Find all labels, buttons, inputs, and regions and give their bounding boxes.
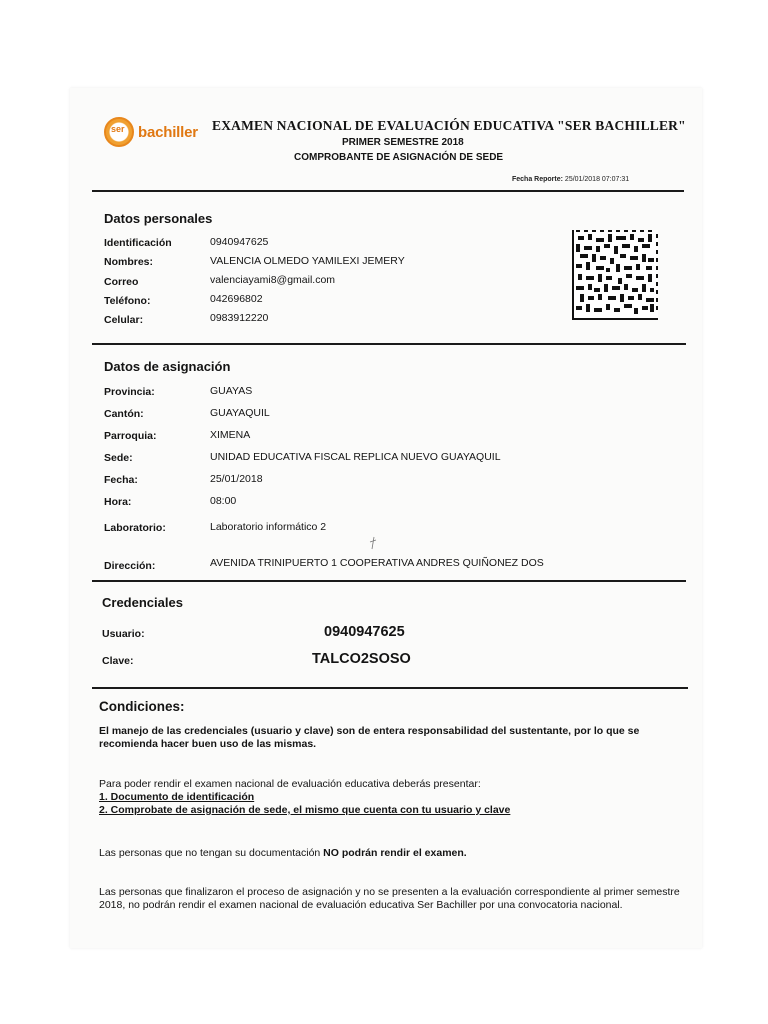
label-direccion: Dirección: xyxy=(104,560,156,572)
report-date-value: 25/01/2018 07:07:31 xyxy=(564,176,630,183)
label-identificacion: Identificación xyxy=(104,237,172,249)
value-correo: valenciayami8@gmail.com xyxy=(210,274,336,286)
header-divider xyxy=(92,190,684,192)
condition-paragraph-absence: Las personas que finalizaron el proceso de asignación y no se presenten a la evaluación correspondiente al primer semestre 2018, no podrán rendir el examen nacional de evaluación educativa Ser Bachiller por una convocatoria nacional. xyxy=(99,886,680,911)
value-fecha: 25/01/2018 xyxy=(210,473,263,485)
personal-divider xyxy=(92,343,686,345)
label-laboratorio: Laboratorio: xyxy=(104,522,166,534)
label-parroquia: Parroquia: xyxy=(104,430,157,442)
requirement-item-identification: 1. Documento de identificación xyxy=(99,791,255,803)
document-title: EXAMEN NACIONAL DE EVALUACIÓN EDUCATIVA "SER BACHILLER" xyxy=(212,118,686,133)
value-hora: 08:00 xyxy=(210,495,237,507)
label-provincia: Provincia: xyxy=(104,386,155,398)
section-title-conditions: Condiciones: xyxy=(99,699,185,714)
label-sede: Sede: xyxy=(104,452,133,464)
documentation-text: Las personas que no tengan su documentación xyxy=(99,847,324,859)
value-parroquia: XIMENA xyxy=(210,429,251,441)
value-usuario: 0940947625 xyxy=(324,624,405,640)
label-fecha: Fecha: xyxy=(104,474,138,486)
logo-bachiller-text: bachiller xyxy=(138,124,198,141)
condition-paragraph-credentials: El manejo de las credenciales (usuario y clave) son de entera responsabilidad del sustentante, por lo que se recomienda hacer buen uso de las mismas. xyxy=(99,725,640,750)
value-canton: GUAYAQUIL xyxy=(210,407,270,419)
value-telefono: 042696802 xyxy=(210,293,263,305)
logo-ser-text: ser xyxy=(111,124,125,134)
assignment-divider xyxy=(92,580,686,582)
value-celular: 0983912220 xyxy=(210,312,269,324)
label-canton: Cantón: xyxy=(104,408,144,420)
value-clave: TALCO2SOSO xyxy=(312,651,411,667)
documentation-warning: NO podrán rendir el examen. xyxy=(323,847,467,859)
credentials-divider xyxy=(92,687,688,689)
value-sede: UNIDAD EDUCATIVA FISCAL REPLICA NUEVO GUAYAQUIL xyxy=(210,451,501,463)
section-title-credentials: Credenciales xyxy=(102,595,183,610)
label-celular: Celular: xyxy=(104,314,144,326)
value-provincia: GUAYAS xyxy=(210,385,253,397)
value-direccion: AVENIDA TRINIPUERTO 1 COOPERATIVA ANDRES QUIÑONEZ DOS xyxy=(210,557,544,569)
pen-mark-icon xyxy=(368,536,378,550)
report-date-label: Fecha Reporte: xyxy=(512,176,563,183)
label-hora: Hora: xyxy=(104,496,132,508)
document-subtitle-semester: PRIMER SEMESTRE 2018 xyxy=(342,137,464,148)
label-nombres: Nombres: xyxy=(104,256,154,268)
value-identificacion: 0940947625 xyxy=(210,236,269,248)
value-nombres: VALENCIA OLMEDO YAMILEXI JEMERY xyxy=(210,255,405,267)
condition-paragraph-documentation xyxy=(99,847,689,860)
section-title-assignment: Datos de asignación xyxy=(104,359,231,374)
condition-paragraph-requirements: Para poder rendir el examen nacional de evaluación educativa deberás presentar: xyxy=(99,778,481,790)
value-laboratorio: Laboratorio informático 2 xyxy=(210,521,327,533)
requirement-item-receipt: 2. Comprobate de asignación de sede, el mismo que cuenta con tu usuario y clave xyxy=(99,804,511,816)
datamatrix-code-icon xyxy=(572,230,658,320)
label-usuario: Usuario: xyxy=(102,628,145,640)
report-date xyxy=(512,176,629,183)
section-title-personal: Datos personales xyxy=(104,211,213,226)
label-telefono: Teléfono: xyxy=(104,295,151,307)
document-subtitle-receipt: COMPROBANTE DE ASIGNACIÓN DE SEDE xyxy=(294,152,504,163)
label-correo: Correo xyxy=(104,276,139,288)
label-clave: Clave: xyxy=(102,655,134,667)
